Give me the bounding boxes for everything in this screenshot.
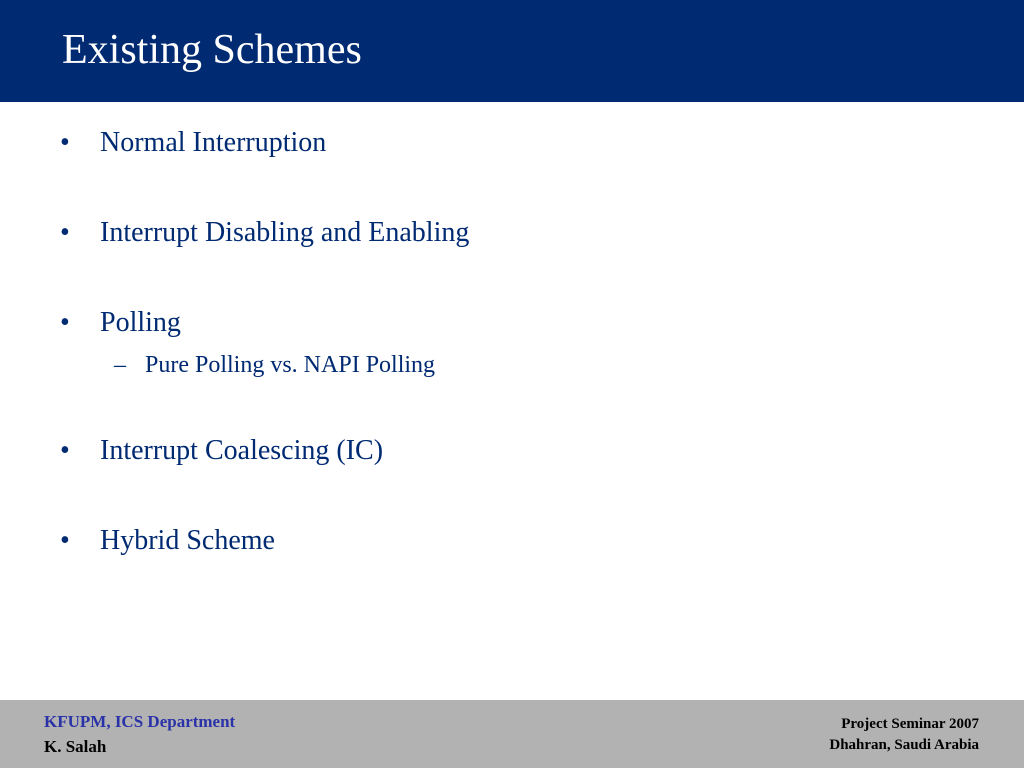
sub-bullet-item — [114, 352, 435, 380]
bullet-marker: • — [60, 307, 70, 338]
bullet-item — [60, 217, 469, 249]
slide-title: Existing Schemes — [62, 27, 362, 73]
bullet-text: Normal Interruption — [100, 127, 327, 158]
footer-event: Project Seminar 2007 — [841, 716, 979, 732]
bullet-text: Polling — [100, 307, 181, 338]
bullet-marker: • — [60, 217, 70, 248]
bullet-marker: • — [60, 435, 70, 466]
footer-location: Dhahran, Saudi Arabia — [829, 737, 979, 753]
bullet-item — [60, 127, 326, 159]
footer-author: K. Salah — [44, 737, 107, 756]
bullet-marker: • — [60, 525, 70, 556]
bullet-item — [60, 435, 383, 467]
sub-bullet-marker: – — [114, 352, 126, 378]
bullet-item — [60, 525, 275, 557]
bullet-item — [60, 307, 181, 339]
footer-organization: KFUPM, ICS Department — [44, 712, 236, 731]
sub-bullet-text: Pure Polling vs. NAPI Polling — [145, 352, 436, 378]
bullet-text: Interrupt Coalescing (IC) — [100, 435, 384, 466]
bullet-marker: • — [60, 127, 70, 158]
bullet-text: Interrupt Disabling and Enabling — [100, 217, 470, 248]
footer-bar — [0, 700, 1024, 768]
bullet-text: Hybrid Scheme — [100, 525, 275, 556]
